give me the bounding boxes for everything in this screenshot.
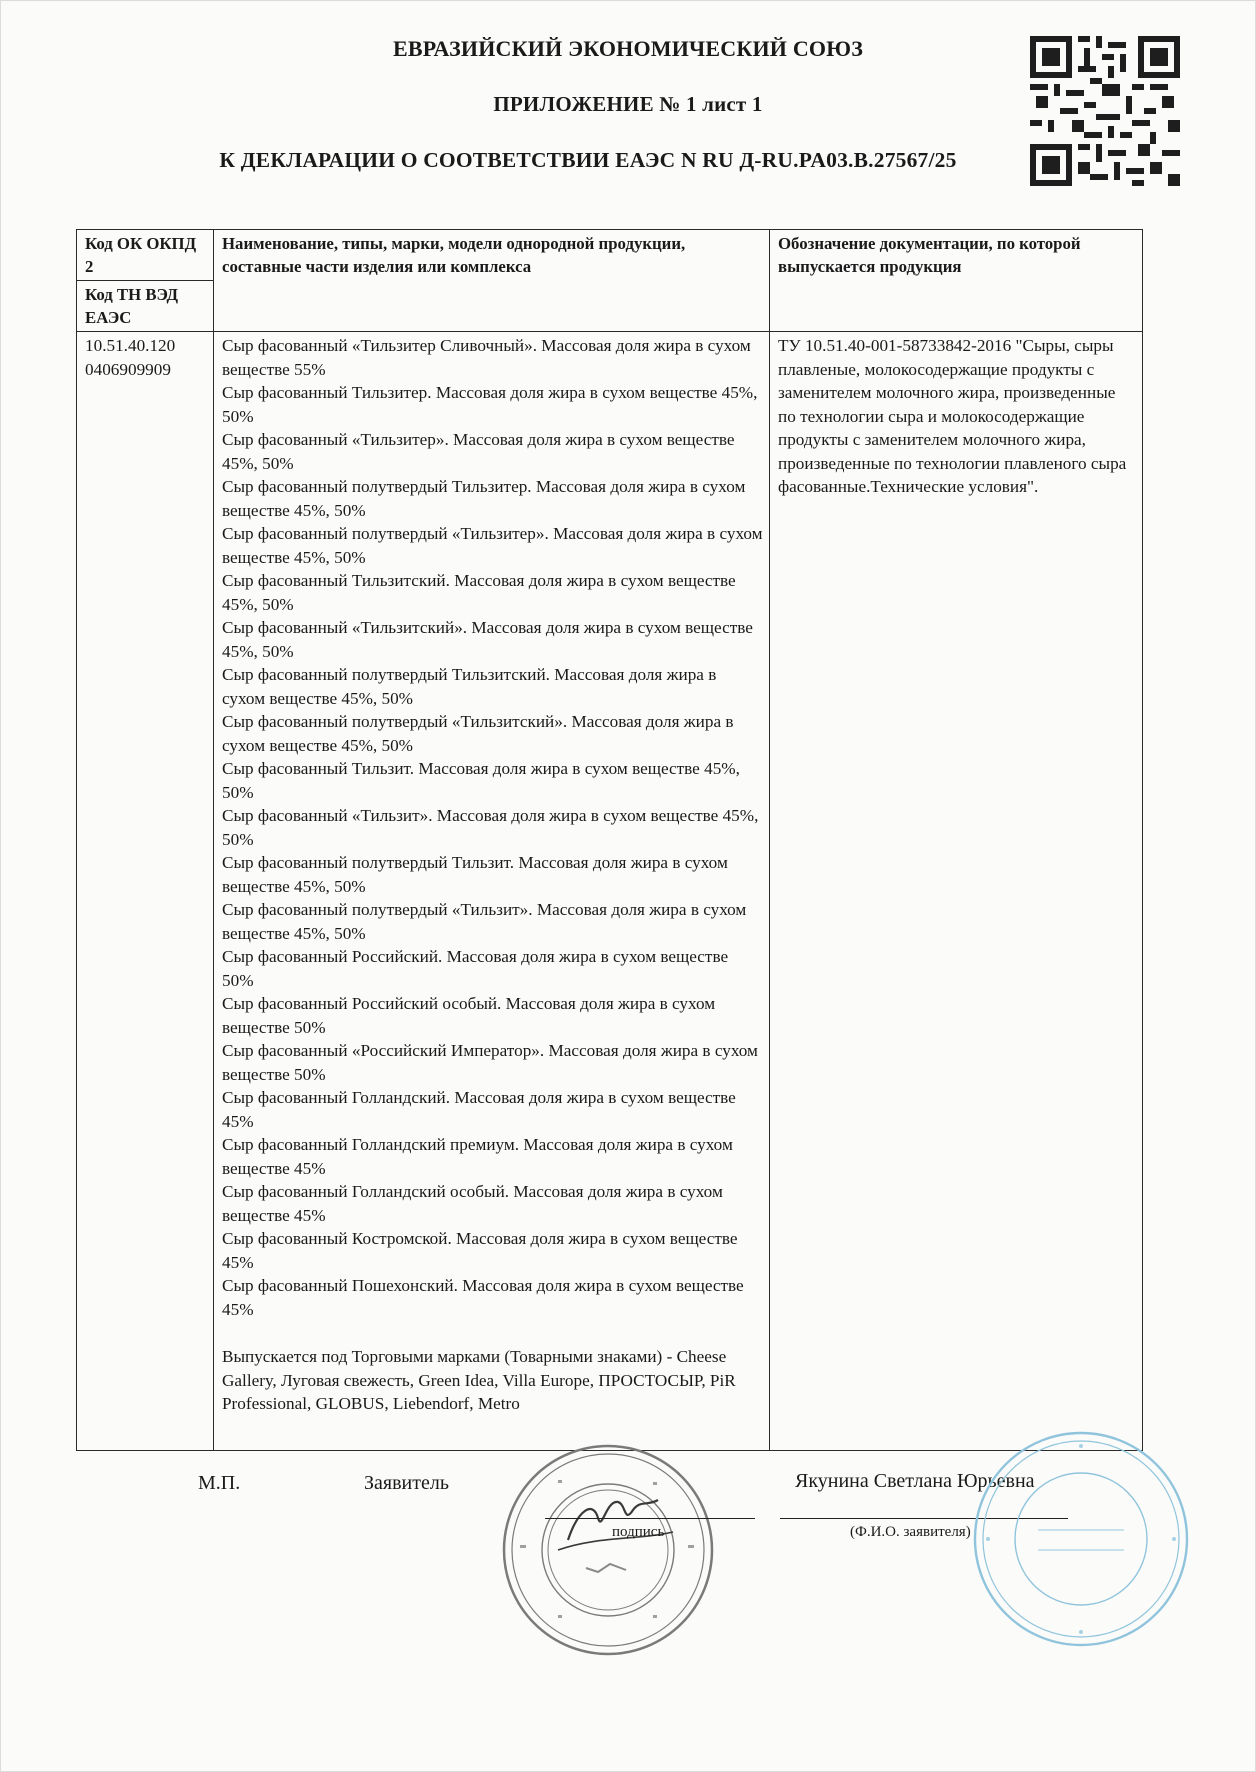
list-item: Сыр фасованный Тильзитский. Массовая доля жира в сухом веществе 45%, 50% [222,571,736,614]
codes-cell [77,332,214,1451]
products-cell [214,332,770,1451]
docs-cell [770,332,1143,1451]
product-table [76,229,1143,1451]
list-item: Сыр фасованный «Тильзитер Сливочный». Массовая доля жира в сухом веществе 55% [222,336,751,379]
signature-line [545,1518,755,1519]
applicant-name: Якунина Светлана Юрьевна [795,1470,1035,1492]
list-item: Сыр фасованный полутвердый «Тильзит». Массовая доля жира в сухом веществе 45%, 50% [222,900,747,943]
signature-caption: подпись [612,1524,665,1540]
header-product-cell [214,230,770,332]
list-item: Сыр фасованный «Тильзит». Массовая доля жира в сухом веществе 45%, 50% [222,806,759,849]
trademarks-text: Выпускается под Торговыми марками (Товарными знаками) - Cheese Gallery, Луговая свежесть, Green Idea, Villa Europe, ПРОСТОСЫР, PiR Professional, GLOBUS, Liebendorf, Metro [222,1347,736,1413]
name-caption: (Ф.И.О. заявителя) [850,1524,971,1540]
round-certificate-seal-icon [968,1426,1194,1652]
list-item: Сыр фасованный «Российский Император». Массовая доля жира в сухом веществе 50% [222,1041,758,1084]
list-item: Сыр фасованный полутвердый Тильзитский. Массовая доля жира в сухом веществе 45%, 50% [222,665,717,708]
list-item: Сыр фасованный Голландский особый. Массовая доля жира в сухом веществе 45% [222,1182,723,1225]
table-row [77,332,1143,1451]
seal-place-label: М.П. [198,1472,241,1494]
list-item: Сыр фасованный Голландский премиум. Массовая доля жира в сухом веществе 45% [222,1135,733,1178]
list-item: Сыр фасованный Тильзитер. Массовая доля жира в сухом веществе 45%, 50% [222,383,758,426]
list-item: Сыр фасованный полутвердый «Тильзитский». Массовая доля жира в сухом веществе 45%, 50% [222,712,734,755]
list-item: Сыр фасованный «Тильзитер». Массовая доля жира в сухом веществе 45%, 50% [222,430,735,473]
header-product-label: Наименование, типы, марки, модели однородной продукции, составные части изделия или комплекса [222,234,686,276]
round-company-seal-icon [498,1440,718,1660]
list-item: Сыр фасованный Тильзит. Массовая доля жира в сухом веществе 45%, 50% [222,759,740,802]
okpd-code: 10.51.40.120 [85,336,176,355]
documentation-text: ТУ 10.51.40-001-58733842-2016 "Сыры, сыры плавленые, молокосодержащие продукты с заменителем молочного жира, произведенные по технологии сыра и молокосодержащие продукты с заменителем молочного жира, произведенные по технологии плавленого сыра фасованные.Технические условия". [778,336,1127,496]
product-list [222,334,763,1321]
declaration-title: К ДЕКЛАРАЦИИ О СООТВЕТСТВИИ ЕАЭС N RU Д-RU.PA03.B.27567/25 [219,148,957,172]
list-item: Сыр фасованный полутвердый Тильзитер. Массовая доля жира в сухом веществе 45%, 50% [222,477,746,520]
header-okpd-label: Код ОК ОКПД 2 [85,234,197,276]
header-codes-cell [77,230,214,332]
list-item: Сыр фасованный Пошехонский. Массовая доля жира в сухом веществе 45% [222,1276,744,1319]
tnved-code: 0406909909 [85,359,171,379]
table-header-row [77,230,1143,332]
qr-code-icon [1030,36,1180,186]
header-tnved-label: Код ТН ВЭД ЕАЭС [85,285,179,327]
list-item: Сыр фасованный полутвердый «Тильзитер». Массовая доля жира в сухом веществе 45%, 50% [222,524,763,567]
list-item: Сыр фасованный полутвердый Тильзит. Массовая доля жира в сухом веществе 45%, 50% [222,853,728,896]
list-item: Сыр фасованный Голландский. Массовая доля жира в сухом веществе 45% [222,1088,736,1131]
list-item: Сыр фасованный Российский. Массовая доля жира в сухом веществе 50% [222,947,729,990]
header-docs-cell [770,230,1143,332]
union-title: ЕВРАЗИЙСКИЙ ЭКОНОМИЧЕСКИЙ СОЮЗ [392,36,864,61]
list-item: Сыр фасованный Костромской. Массовая доля жира в сухом веществе 45% [222,1229,738,1272]
appendix-title: ПРИЛОЖЕНИЕ № 1 лист 1 [493,92,763,116]
header-docs-label: Обозначение документации, по которой выпускается продукция [778,234,1081,276]
list-item: Сыр фасованный Российский особый. Массовая доля жира в сухом веществе 50% [222,994,716,1037]
list-item: Сыр фасованный «Тильзитский». Массовая доля жира в сухом веществе 45%, 50% [222,618,753,661]
applicant-label: Заявитель [364,1472,449,1494]
